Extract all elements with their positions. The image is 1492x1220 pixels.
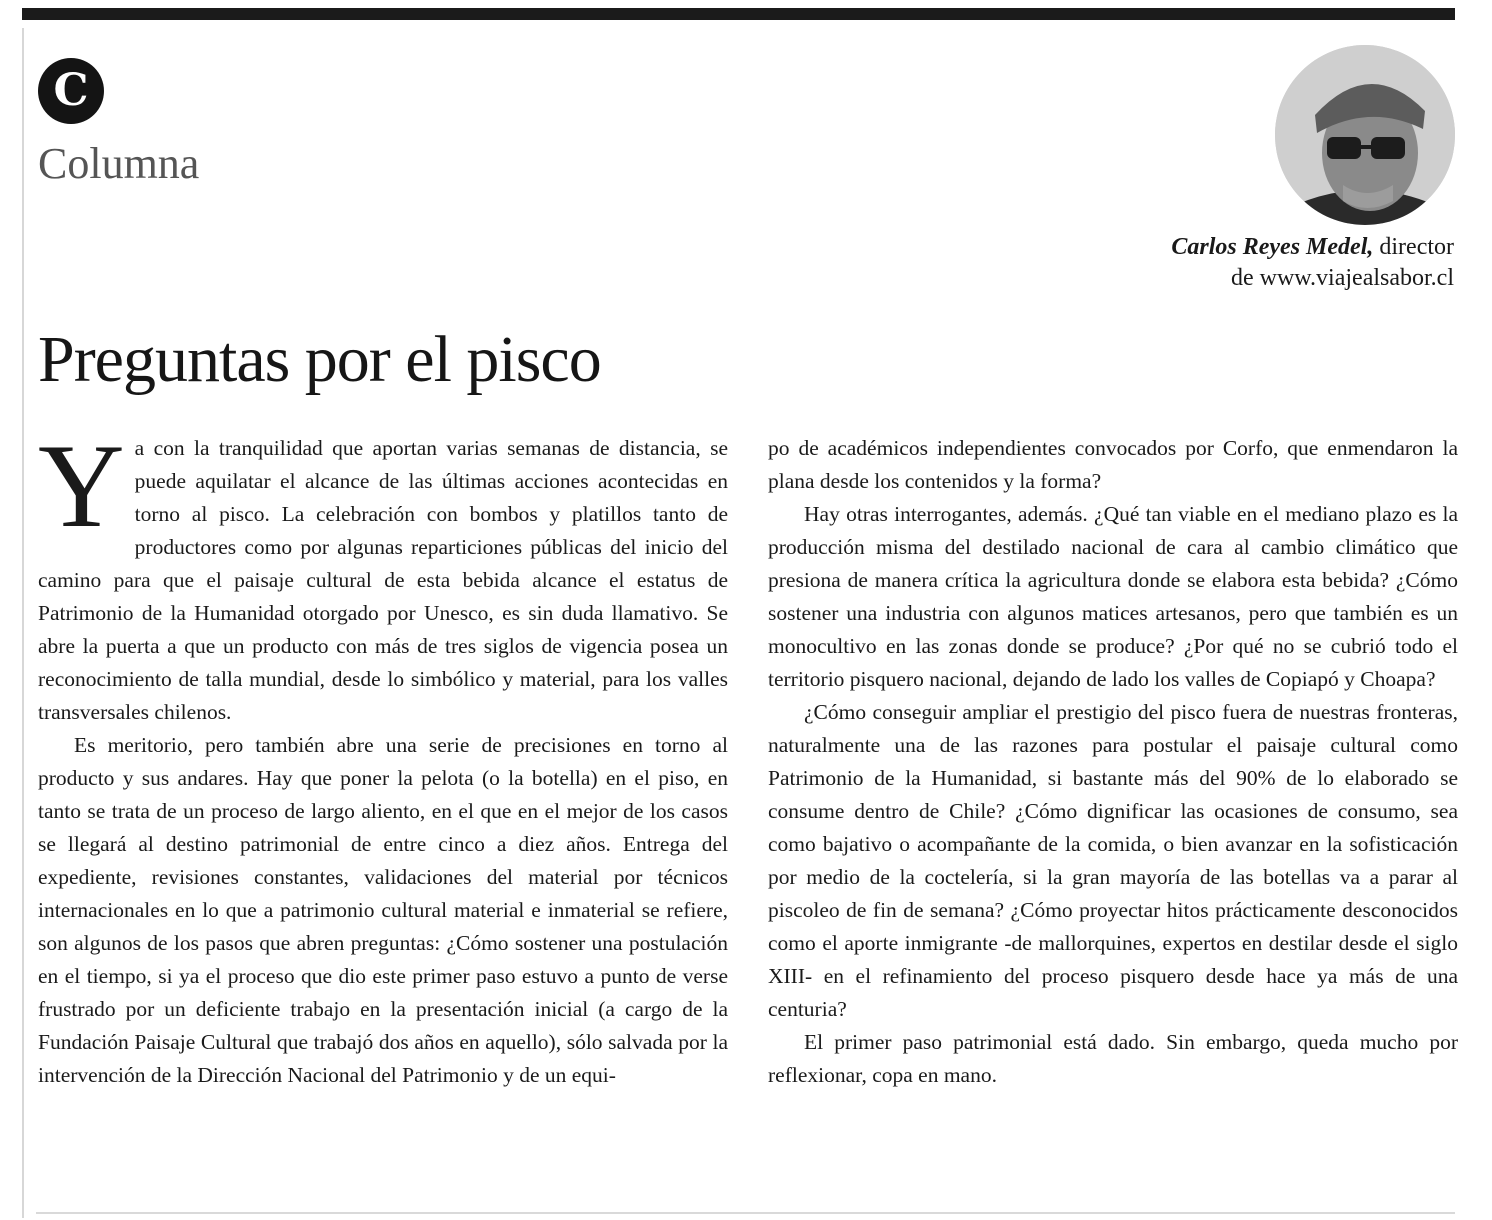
top-rule	[22, 8, 1455, 20]
bottom-rule	[36, 1212, 1455, 1214]
article-paragraph: Ya con la tranquilidad que aportan varias semanas de distancia, se puede aquilatar el alcance de las últimas acciones acontecidas en torno al pisco. La celebración con bombos y platillos tanto de productores como por algunas reparticiones públicas del inicio del camino para que el paisaje cultural de esta bebida alcance el estatus de Patrimonio de la Humanidad otorgado por Unesco, es sin duda llamativo. Se abre la puerta a que un producto con más de tres siglos de vigencia posea un reconocimiento de talla mundial, desde lo simbólico y material, para los valles transversales chilenos.	[38, 419, 728, 724]
author-name: Carlos Reyes Medel,	[1171, 234, 1374, 260]
left-margin-rule	[22, 28, 24, 1218]
article-paragraph: Hay otras interrogantes, además. ¿Qué tan viable en el mediano plazo es la producción misma del destilado nacional de cara al cambio climático que presiona de manera crítica la agricultura donde se elabora esta bebida? ¿Cómo sostener una industria con algunos matices artesanos, pero que también es un monocultivo en las zonas donde se produce? ¿Por qué no se cubrió todo el territorio pisquero nacional, dejando de lado los valles de Copiapó y Choapa?	[768, 502, 1458, 691]
author-role: director	[1379, 234, 1454, 260]
article-paragraph: El primer paso patrimonial está dado. Sin embargo, queda mucho por reflexionar, copa en mano.	[768, 1030, 1458, 1087]
section-badge: C	[38, 58, 104, 124]
author-site: de www.viajealsabor.cl	[1230, 265, 1454, 291]
article-column-right	[768, 432, 1458, 1092]
drop-cap: Y	[38, 419, 125, 552]
article-paragraph: Es meritorio, pero también abre una serie de precisiones en torno al producto y sus andares. Hay que poner la pelota (o la botella) en el piso, en tanto se trata de un proceso de largo aliento, en el que en el mejor de los casos se llegará al destino patrimonial de entre cinco a diez años. Entrega del expediente, revisiones constantes, validaciones del material por técnicos internacionales en lo que a patrimonio cultural material e inmaterial se refiere, son algunos de los pasos que abren preguntas: ¿Cómo sostener una postulación en el tiempo, si ya el proceso que dio este primer paso estuvo a punto de verse frustrado por un deficiente trabajo en la presentación inicial (a cargo de la Fundación Paisaje Cultural que trabajó dos años en aquello), sólo salvada por la intervención de la Dirección Nacional del Patrimonio y de un equi-	[38, 733, 728, 1087]
author-byline	[1171, 232, 1454, 294]
article-column-left	[38, 419, 728, 1092]
author-photo	[1275, 45, 1455, 225]
article-paragraph: po de académicos independientes convocados por Corfo, que enmendaron la plana desde los contenidos y la forma?	[768, 436, 1458, 493]
section-label: Columna	[38, 139, 200, 188]
article-title: Preguntas por el pisco	[38, 323, 601, 396]
article-paragraph: ¿Cómo conseguir ampliar el prestigio del pisco fuera de nuestras fronteras, naturalmente una de las razones para postular el paisaje cultural como Patrimonio de la Humanidad, si bastante más del 90% de lo elaborado se consume dentro de Chile? ¿Cómo dignificar las ocasiones de consumo, sea como bajativo o acompañante de la comida, o bien avanzar en la sofisticación por medio de la coctelería, si la gran mayoría de las botellas va a parar al piscoleo de fin de semana? ¿Cómo proyectar hitos prácticamente desconocidos como el aporte inmigrante -de mallorquines, expertos en destilar desde el siglo XIII- en el refinamiento del proceso pisquero desde hace ya más de una centuria?	[768, 700, 1458, 1021]
